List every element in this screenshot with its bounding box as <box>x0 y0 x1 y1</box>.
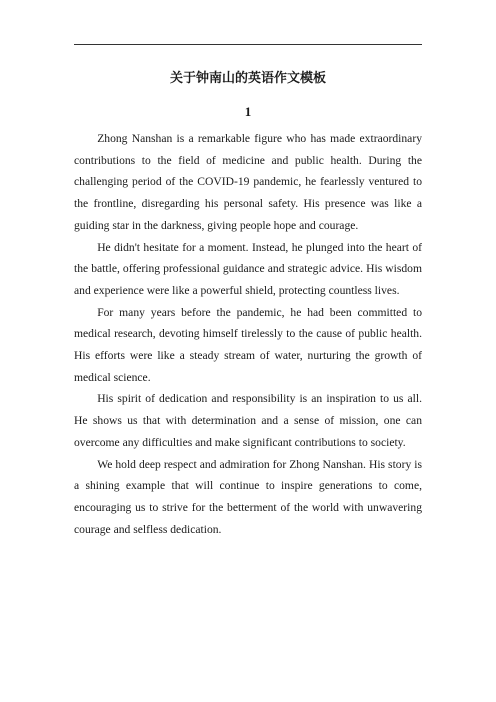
document-title: 关于钟南山的英语作文模板 <box>169 71 326 86</box>
paragraph: He didn't hesitate for a moment. Instead, he plunged into the heart of the battle, offering professional guidance and strategic advice. His wisdom and experience were like a powerful shield, protecting countless lives. <box>74 240 422 297</box>
essay-body <box>74 128 422 540</box>
paragraph: Zhong Nanshan is a remarkable figure who has made extraordinary contributions to the field of medicine and public health. During the challenging period of the COVID-19 pandemic, he fearlessly ventured to the frontline, disregarding his personal safety. His presence was like a guiding star in the darkness, giving people hope and courage. <box>74 132 422 232</box>
paragraph: His spirit of dedication and responsibility is an inspiration to us all. He shows us that with determination and a sense of mission, one can overcome any difficulties and make significant contributions to society. <box>74 392 422 449</box>
header-rule <box>74 44 422 45</box>
paragraph: For many years before the pandemic, he had been committed to medical research, devoting himself tirelessly to the cause of public health. His efforts were like a steady stream of water, nurturing the growth of medical science. <box>74 305 422 384</box>
section-number: 1 <box>244 104 252 119</box>
paragraph: We hold deep respect and admiration for Zhong Nanshan. His story is a shining example that will continue to inspire generations to come, encouraging us to strive for the betterment of the world with unwavering courage and selfless dedication. <box>74 457 422 536</box>
